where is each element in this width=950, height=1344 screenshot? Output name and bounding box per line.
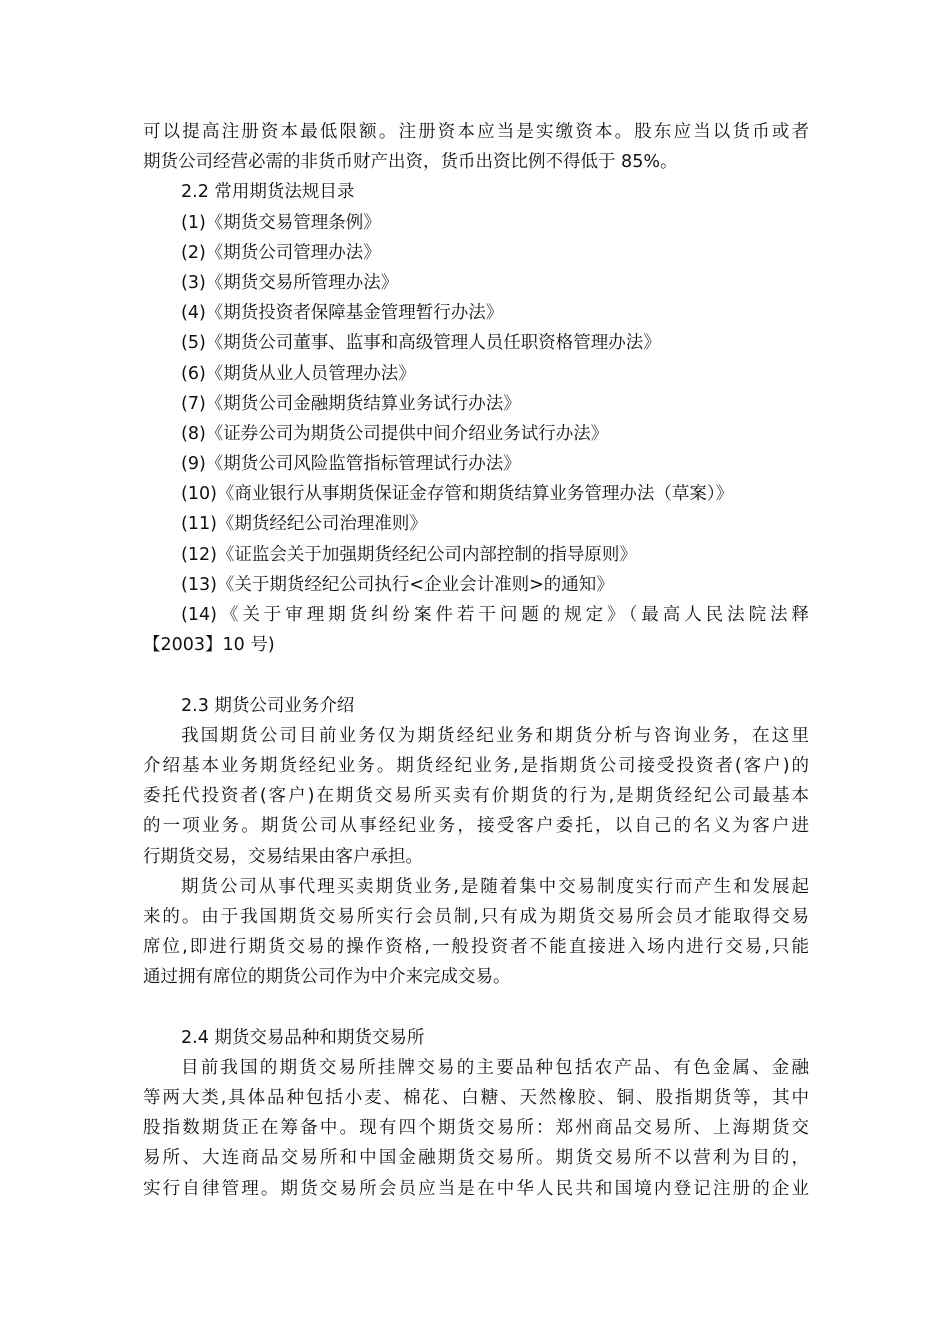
blank-line (143, 992, 809, 1022)
body-paragraph (143, 872, 809, 993)
paragraph-line: 席位,即进行期货交易的操作资格,一般投资者不能直接进入场内进行交易,只能 (143, 937, 809, 958)
paragraph-line: 行期货交易，交易结果由客户承担。 (143, 846, 423, 867)
paragraph-line: 期货公司从事代理买卖期货业务,是随着集中交易制度实行而产生和发展起 (181, 876, 809, 897)
body-paragraph (143, 721, 809, 872)
list-item: (5)《期货公司董事、监事和高级管理人员任职资格管理办法》 (181, 333, 661, 354)
list-item-continuation: 【2003】10 号) (143, 635, 275, 656)
section-2-4 (143, 1023, 809, 1204)
paragraph-line: 股指数期货正在筹备中。现有四个期货交易所：郑州商品交易所、上海期货交 (143, 1118, 809, 1139)
paragraph-line: 实行自律管理。期货交易所会员应当是在中华人民共和国境内登记注册的企业 (143, 1178, 809, 1199)
list-item: (2)《期货公司管理办法》 (181, 242, 381, 263)
list-item: (6)《期货从业人员管理办法》 (181, 363, 416, 384)
paragraph-line: 可以提高注册资本最低限额。注册资本应当是实缴资本。股东应当以货币或者 (143, 122, 809, 142)
section-2-3 (143, 691, 809, 993)
paragraph-line: 等两大类,具体品种包括小麦、棉花、白糖、天然橡胶、铜、股指期货等，其中 (143, 1088, 809, 1108)
body-paragraph (143, 1053, 809, 1204)
list-item: (11)《期货经纪公司治理准则》 (181, 514, 427, 535)
paragraph-line: 期货公司经营必需的非货币财产出资，货币出资比例不得低于 85%。 (143, 152, 678, 173)
list-item: (13)《关于期货经纪公司执行<企业会计准则>的通知》 (181, 574, 614, 595)
intro-paragraph (143, 117, 809, 177)
list-item: (1)《期货交易管理条例》 (181, 212, 381, 233)
paragraph-line: 目前我国的期货交易所挂牌交易的主要品种包括农产品、有色金属、金融 (181, 1057, 809, 1078)
section-2-2 (143, 177, 809, 660)
list-item: (9)《期货公司风险监管指标管理试行办法》 (181, 454, 521, 475)
paragraph-line: 我国期货公司目前业务仅为期货经纪业务和期货分析与咨询业务，在这里 (181, 725, 809, 746)
list-item: (10)《商业银行从事期货保证金存管和期货结算业务管理办法（草案）》 (181, 484, 734, 505)
paragraph-line: 来的。由于我国期货交易所实行会员制,只有成为期货交易所会员才能取得交易 (143, 906, 809, 927)
list-item: (8)《证券公司为期货公司提供中间介绍业务试行办法》 (181, 423, 609, 444)
section-heading: 2.4 期货交易品种和期货交易所 (181, 1027, 425, 1048)
list-item: (3)《期货交易所管理办法》 (181, 272, 399, 293)
blank-line (143, 660, 809, 690)
list-item: (14)《关于审理期货纠纷案件若干问题的规定》（最高人民法院法释 (181, 605, 809, 625)
paragraph-line: 委托代投资者(客户)在期货交易所买卖有价期货的行为,是期货经纪公司最基本 (143, 786, 809, 807)
paragraph-line: 介绍基本业务期货经纪业务。期货经纪业务,是指期货公司接受投资者(客户)的 (143, 755, 809, 776)
section-heading: 2.3 期货公司业务介绍 (181, 695, 355, 716)
regulation-list (143, 208, 809, 631)
list-item: (12)《证监会关于加强期货经纪公司内部控制的指导原则》 (181, 544, 637, 565)
list-item: (7)《期货公司金融期货结算业务试行办法》 (181, 393, 521, 414)
paragraph-line: 的一项业务。期货公司从事经纪业务，接受客户委托，以自己的名义为客户进 (143, 816, 809, 837)
section-heading: 2.2 常用期货法规目录 (181, 182, 355, 203)
paragraph-line: 通过拥有席位的期货公司作为中介来完成交易。 (143, 967, 511, 988)
document-page (143, 117, 809, 1204)
list-item: (4)《期货投资者保障基金管理暂行办法》 (181, 303, 504, 324)
paragraph-line: 易所、大连商品交易所和中国金融期货交易所。期货交易所不以营利为目的， (143, 1148, 809, 1169)
